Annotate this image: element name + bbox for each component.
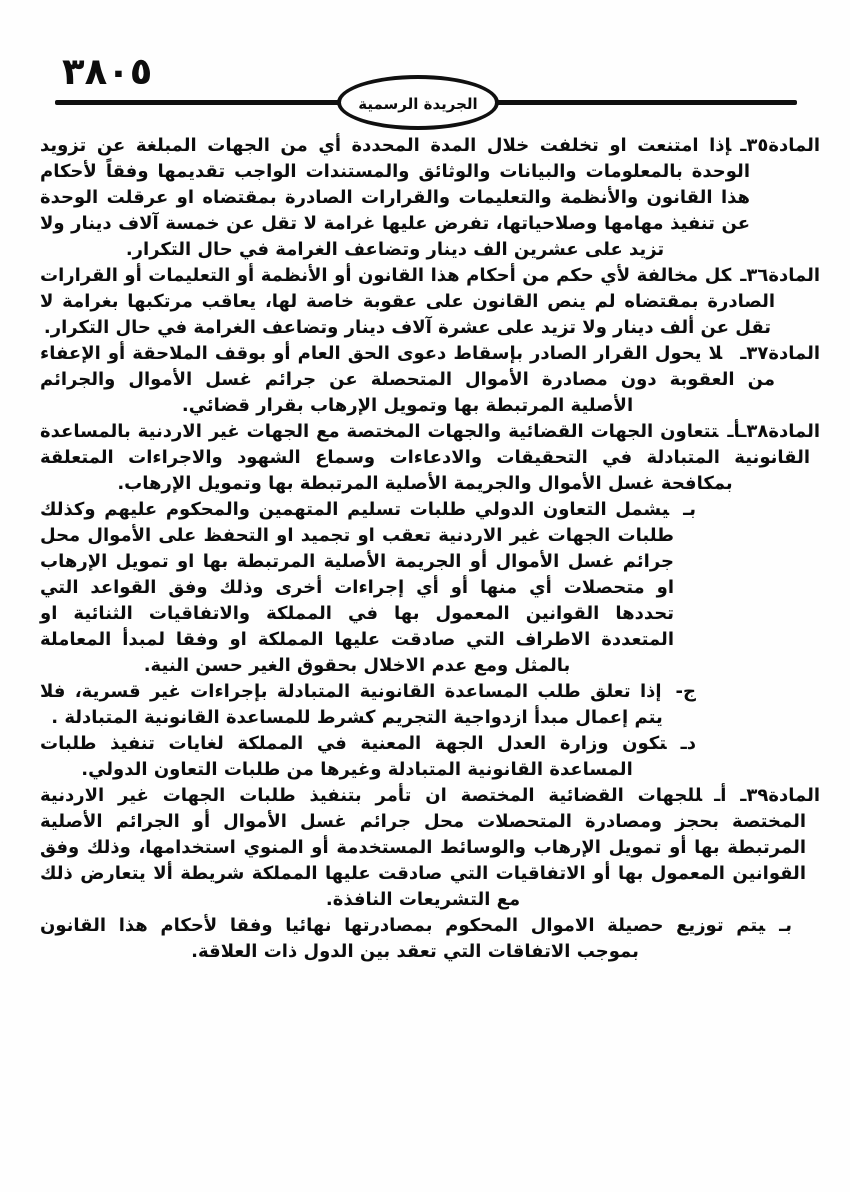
article-39-item-b (40, 913, 820, 965)
gazette-title: الجريدة الرسمية (358, 94, 478, 113)
page-number: ٣٨٠٥ (62, 50, 153, 93)
article-36-label: المادة٣٦ـ (740, 265, 820, 286)
article-37-text: لا يحول القرار الصادر بإسقاط دعوى الحق العام أو بوقف الملاحقة أو الإعفاء من العقوبة دون مصادرة الأموال المتحصلة عن جرائم غسل الأموال والجرائم الأصلية المرتبطة بها وتمويل الإرهاب بقرار قضائي. (40, 343, 775, 416)
article-38-item-b-text: يشمل التعاون الدولي طلبات تسليم المتهمين والمحكوم عليهم وكذلك طلبات الجهات غير الاردنية تعقب او تجميد او التحفظ على الأموال محل جرائم غسل الأموال أو الجريمة الأصلية المرتبطة بها او تمويل الإرهاب او متحصلات أي منها أو أي إجراءات أخرى وذلك وفق القواعد التي تحددها القوانين المعمول بها في المملكة والاتفاقيات الثنائية او المتعددة الاطراف التي صادقت عليها المملكة او وفقا لمبدأ المعاملة بالمثل ومع عدم الاخلال بحقوق الغير حسن النية. (40, 499, 674, 676)
article-38-item-c (40, 679, 820, 731)
article-35-label: المادة٣٥ـ (740, 135, 820, 156)
article-38-item-d (40, 731, 820, 783)
article-38-item-d-letter: دـ (680, 733, 696, 754)
gazette-title-oval (337, 75, 499, 130)
article-37-label: المادة٣٧ـ (740, 343, 820, 364)
article-38-item-c-letter: ج- (675, 681, 696, 702)
article-37 (40, 341, 820, 419)
article-36 (40, 263, 820, 341)
article-38-item-b-letter: بـ (683, 499, 696, 520)
article-38-item-a (40, 419, 820, 497)
article-39-item-a (40, 783, 820, 913)
article-39-item-b-letter: بـ (779, 915, 792, 936)
article-38-label: المادة٣٨ـأـ (727, 421, 820, 442)
article-35-text: إذا امتنعت او تخلفت خلال المدة المحددة أي من الجهات المبلغة عن تزويد الوحدة بالمعلومات والبيانات والوثائق والمستندات الواجب تقديمها وفقاً لأحكام هذا القانون والأنظمة والتعليمات والقرارات الصادرة بمقتضاه او عرقلت الوحدة عن تنفيذ مهامها وصلاحياتها، تفرض عليها غرامة لا تقل عن خمسة آلاف دينار ولا تزيد على عشرين الف دينار وتضاعف الغرامة في حال التكرار. (40, 135, 750, 260)
article-39-label: المادة٣٩ـ أـ (714, 785, 820, 806)
article-39-item-b-text: يتم توزيع حصيلة الاموال المحكوم بمصادرتها نهائيا وفقا لأحكام هذا القانون بموجب الاتفاقات التي تعقد بين الدول ذات العلاقة. (40, 915, 766, 962)
article-38-item-d-text: تكون وزارة العدل الجهة المعنية في المملكة لغايات تنفيذ طلبات المساعدة القانونية المتبادلة وغيرها من طلبات التعاون الدولي. (40, 733, 667, 780)
article-39-item-a-text: للجهات القضائية المختصة ان تأمر بتنفيذ طلبات الجهات غير الاردنية المختصة بحجز ومصادرة المتحصلات محل جرائم غسل الأموال أو الجرائم الأصلية المرتبطة بها أو تمويل الإرهاب والوسائط المستخدمة أو المنوي استخدامها، وذلك وفق القوانين المعمول بها أو الاتفاقيات التي صادقت عليها المملكة شريطة ألا يتعارض ذلك مع التشريعات النافذة. (40, 785, 806, 910)
article-35 (40, 133, 820, 263)
article-36-text: كل مخالفة لأي حكم من أحكام هذا القانون أو الأنظمة أو التعليمات أو القرارات الصادرة بمقتضاه لم ينص القانون على عقوبة خاصة لها، يعاقب مرتكبها بغرامة لا تقل عن ألف دينار ولا تزيد على عشرة آلاف دينار وتضاعف الغرامة في حال التكرار. (40, 265, 775, 338)
article-38-item-c-text: إذا تعلق طلب المساعدة القانونية المتبادلة بإجراءات غير قسرية، فلا يتم إعمال مبدأ ازدواجية التجريم كشرط للمساعدة القانونية المتبادلة . (40, 681, 663, 728)
article-38-item-b (40, 497, 820, 679)
article-38-item-a-text: تتعاون الجهات القضائية والجهات المختصة مع الجهات غير الاردنية بالمساعدة القانونية المتبادلة في التحقيقات والادعاءات وسماع الشهود والاجراءات المتعلقة بمكافحة غسل الأموال والجريمة الأصلية المرتبطة بها وتمويل الإرهاب. (40, 421, 810, 494)
document-body (40, 133, 820, 965)
